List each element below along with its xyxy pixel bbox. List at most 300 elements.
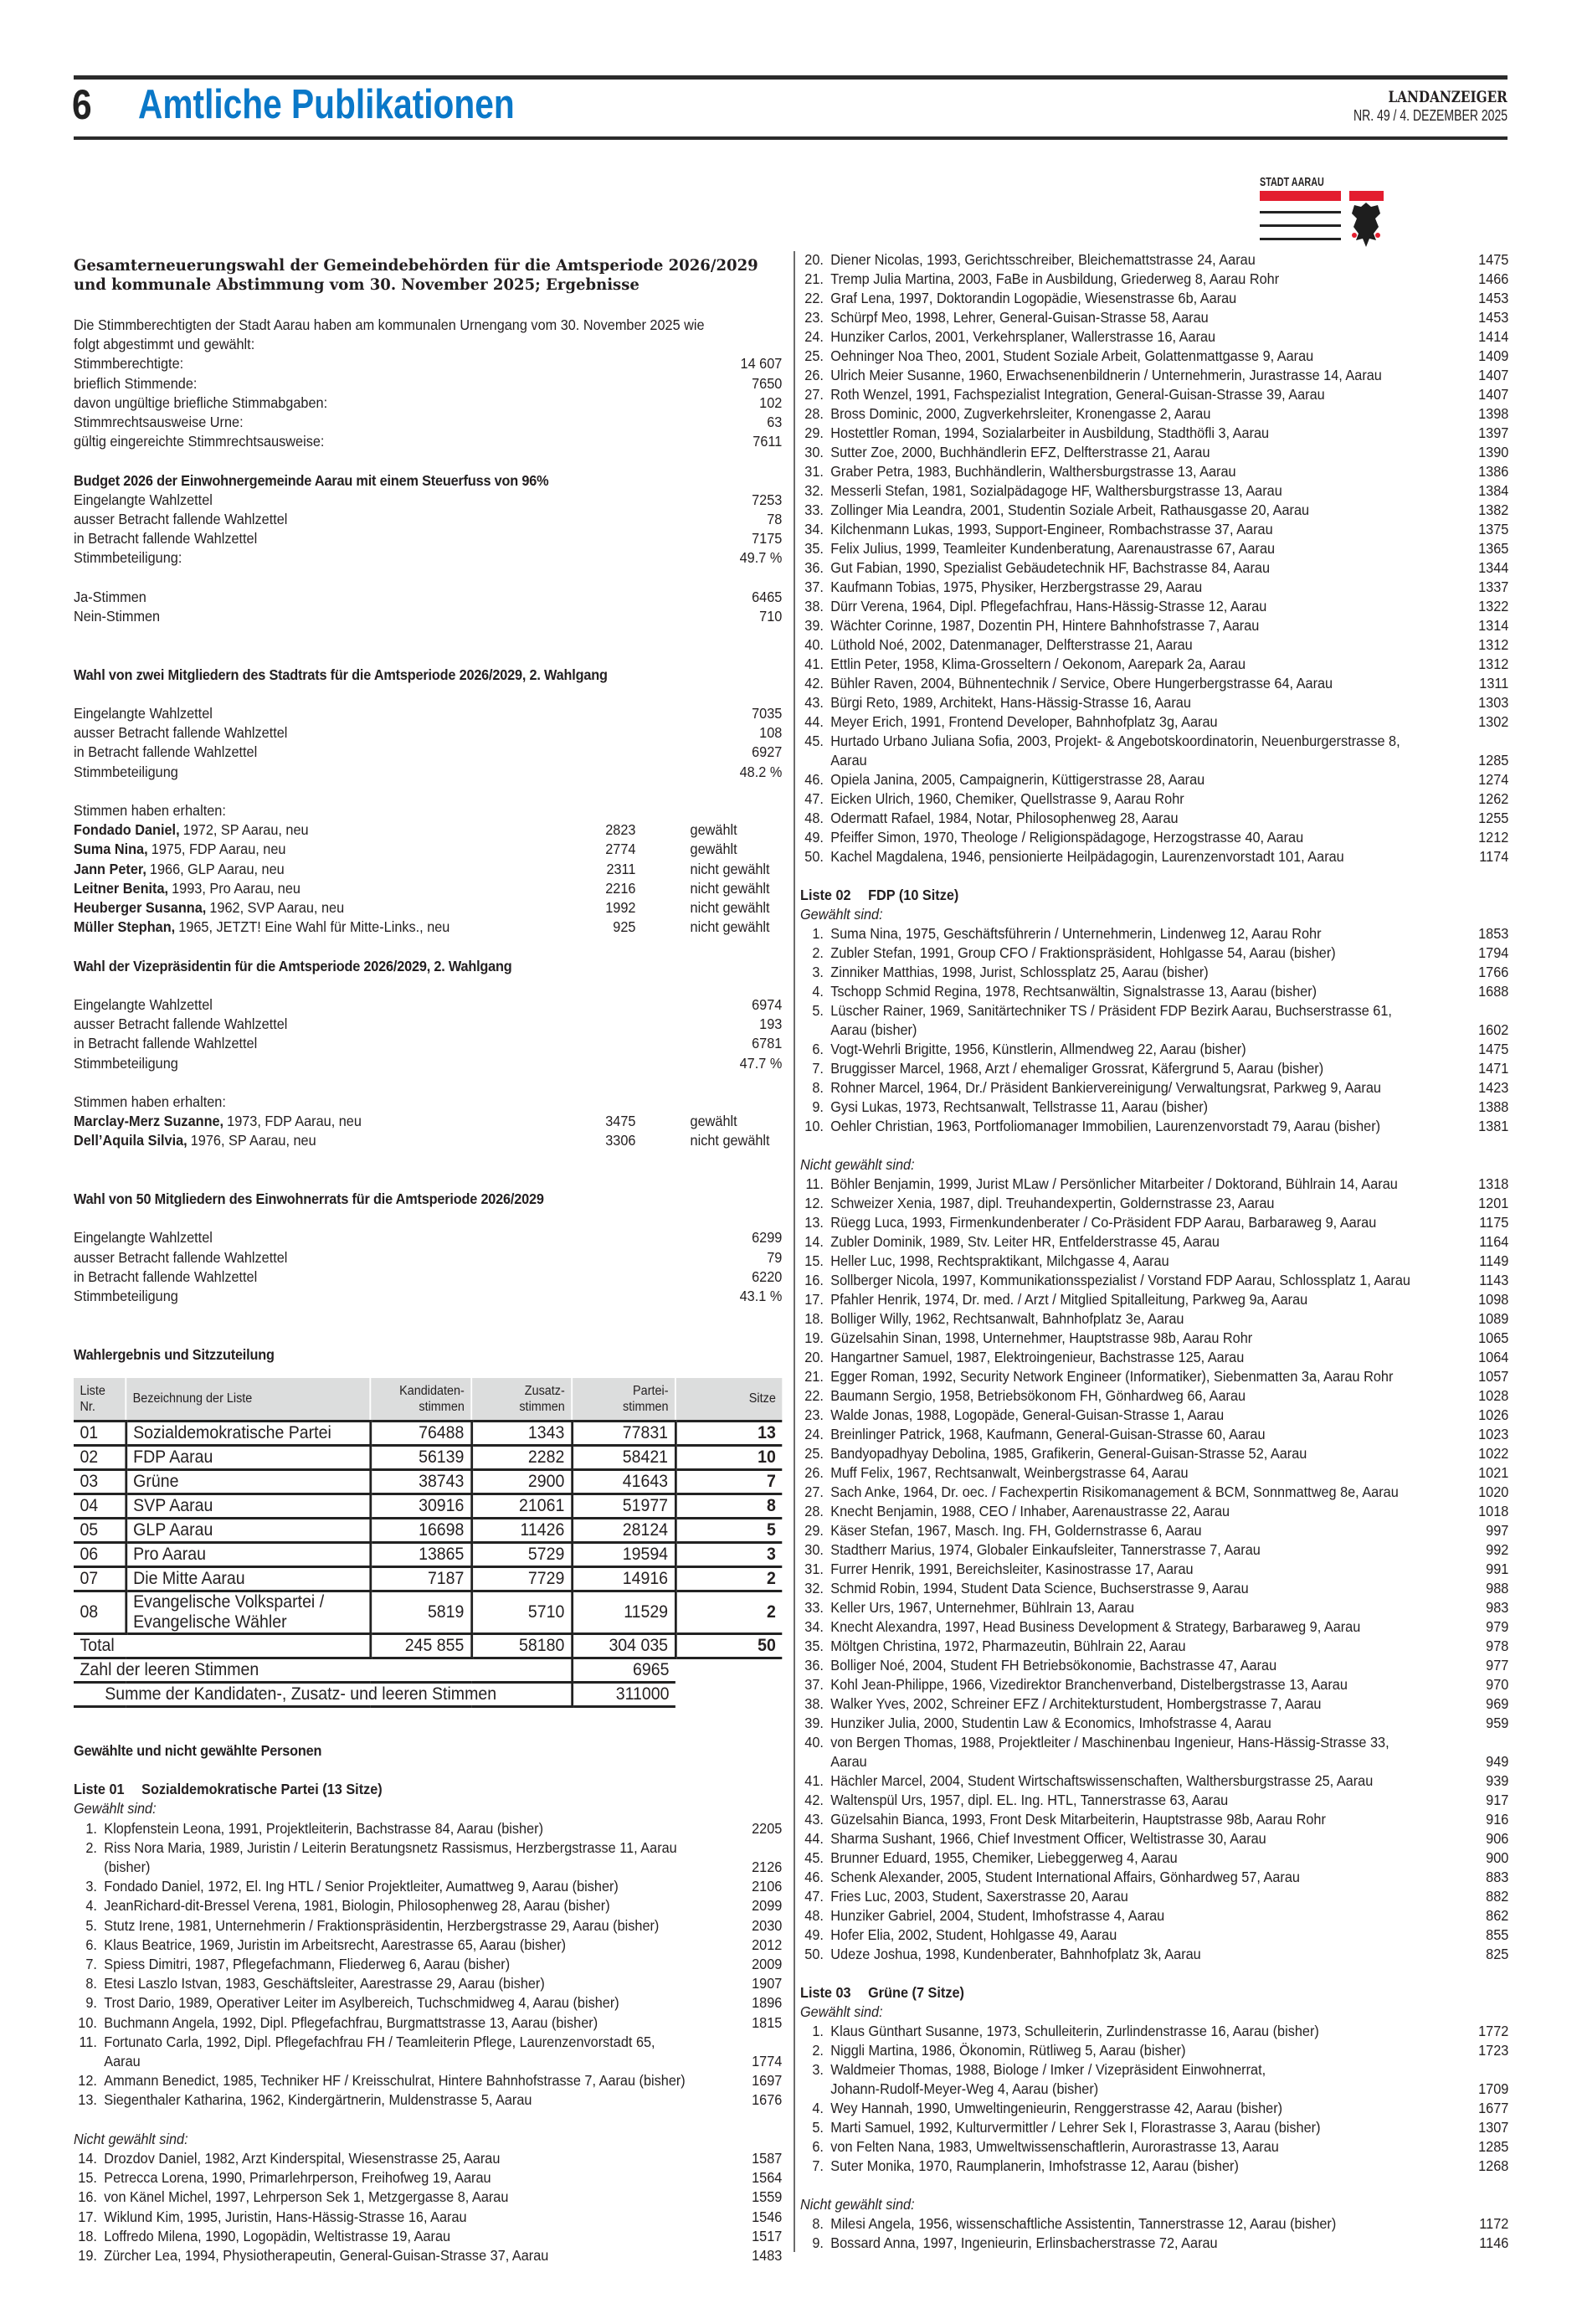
spacer (74, 1761, 782, 1780)
list-name: SVP Aarau (126, 1494, 370, 1518)
entry-votes: 1337 (1478, 578, 1509, 595)
stat-value: 14 607 (740, 355, 783, 373)
entry-text: Hofer Elia, 2002, Student, Hohlgasse 49, Aarau (830, 1926, 1117, 1943)
entry-text: Kohl Jean-Philippe, 1966, Vizedirektor Branchenverband, Distelbergstrasse 13, Aarau (830, 1676, 1348, 1693)
stat-value: 7175 (752, 530, 783, 548)
candidate-entry (800, 1521, 1508, 1540)
candidate-entry (800, 501, 1508, 520)
stat-row (74, 1015, 782, 1034)
entry-text: Muff Felix, 1967, Rechtsanwalt, Weinbergstrasse 64, Aarau (830, 1464, 1189, 1481)
table-row (74, 1566, 782, 1591)
entry-votes: 1815 (752, 2013, 783, 2031)
candidate-entry (800, 693, 1508, 712)
candidate-entry (800, 2234, 1508, 2253)
candidate-entry (800, 250, 1508, 270)
party-votes: 14916 (572, 1566, 675, 1591)
entry-text: von Känel Michel, 1997, Lehrperson Sek 1, Metzgergasse 8, Aarau (104, 2188, 509, 2206)
candidate-entry (800, 1675, 1508, 1694)
entry-number: 3. (812, 964, 824, 980)
entry-number: 31. (804, 1560, 824, 1577)
entry-votes: 1676 (752, 2091, 783, 2109)
candidate-name: Heuberger Susanna, (74, 899, 207, 916)
entry-text: Güzelsahin Sinan, 1998, Unternehmer, Hauptstrasse 98b, Aarau Rohr (830, 1329, 1253, 1346)
candidate-votes: 30916 (370, 1494, 471, 1518)
entry-votes: 1453 (1478, 290, 1509, 306)
candidate-entry (800, 963, 1508, 982)
stat-value: 6220 (752, 1267, 783, 1285)
candidate-entry (74, 2149, 782, 2168)
entry-number: 40. (804, 636, 824, 653)
stat-label: in Betracht fallende Wahlzettel (74, 1267, 258, 1285)
entry-votes: 1057 (1478, 1368, 1509, 1385)
entry-text: Lüthold Noé, 2002, Datenmanager, Delfterstrasse 21, Aarau (830, 636, 1193, 653)
stat-row (74, 432, 782, 451)
entry-votes: 1285 (1478, 2138, 1509, 2155)
entry-votes: 1907 (752, 1975, 783, 1992)
entry-votes: 1466 (1478, 270, 1509, 287)
entry-number: 10. (78, 2013, 97, 2031)
entry-text: Klopfenstein Leona, 1991, Projektleiterin, Bachstrasse 84, Aarau (bisher) (104, 1819, 544, 1837)
entry-text: Riss Nora Maria, 1989, Juristin / Leiterin Beratungsnetz Rassismus, Herzbergstrasse 11, Aarau (bisher) (104, 1838, 677, 1875)
entry-text: Wiklund Kim, 1995, Juristin, Hans-Hässig-Strasse 16, Aarau (104, 2208, 467, 2225)
entry-votes: 1175 (1479, 1214, 1509, 1231)
candidate-entry (800, 1868, 1508, 1887)
entry-text: Klaus Günthart Susanne, 1973, Schulleiterin, Zurlindenstrasse 16, Aarau (bisher) (830, 2023, 1319, 2039)
stat-label: Stimmbeteiligung (74, 763, 178, 780)
entry-text: Rohner Marcel, 1964, Dr./ Präsident Bankiervereinigung/ Verwaltungsrat, Parkweg 9, Aarau (830, 1079, 1381, 1096)
candidate-entry (800, 539, 1508, 558)
entry-number: 44. (804, 713, 824, 730)
stat-label: Eingelangte Wahlzettel (74, 704, 213, 722)
results-table-heading: Wahlergebnis und Sitzzuteilung (74, 1345, 275, 1363)
entry-text: Ammann Benedict, 1985, Techniker HF / Kreisschulrat, Hintere Bahnhofstrasse 7, Aarau (bisher) (104, 2072, 686, 2090)
stat-row (74, 1267, 782, 1287)
stat-label: in Betracht fallende Wahlzettel (74, 1035, 258, 1052)
candidate-entry (800, 558, 1508, 578)
stat-label: ausser Betracht fallende Wahlzettel (74, 724, 288, 742)
candidate-entry (800, 1213, 1508, 1232)
entry-votes: 1089 (1478, 1310, 1509, 1327)
entry-votes: 1274 (1478, 771, 1509, 788)
column-divider (794, 251, 795, 2252)
stat-value: 79 (767, 1248, 783, 1266)
entry-text: Schürpf Meo, 1998, Lehrer, General-Guisan-Strasse 58, Aarau (830, 309, 1209, 326)
entry-votes: 1344 (1478, 559, 1509, 576)
candidate-details: 1962, SVP Aarau, neu (209, 899, 345, 916)
entry-number: 3. (85, 1878, 97, 1895)
entry-votes: 825 (1486, 1946, 1509, 1962)
candidate-details: 1993, Pro Aarau, neu (172, 879, 300, 897)
entry-text: Diener Nicolas, 1993, Gerichtsschreiber, Bleichemattstrasse 24, Aarau (830, 251, 1256, 268)
entry-number: 14. (804, 1233, 824, 1250)
additional-votes: 1343 (471, 1421, 572, 1445)
spacer (74, 2111, 782, 2130)
entry-number: 15. (78, 2169, 97, 2187)
candidate-entry (800, 1771, 1508, 1791)
entry-votes: 1388 (1478, 1098, 1509, 1115)
candidate-entry (74, 2246, 782, 2265)
issue-info: NR. 49 / 4. DEZEMBER 2025 (1353, 107, 1508, 124)
empty-votes-label: Zahl der leeren Stimmen (74, 1658, 572, 1682)
entry-text: Rüegg Luca, 1993, Firmenkundenberater / Co-Präsident FDP Aarau, Barbaraweg 9, Aarau (830, 1214, 1377, 1231)
candidate-votes: 5819 (370, 1591, 471, 1633)
article-title-line: Gesamterneuerungswahl der Gemeindebehörden für die Amtsperiode 2026/2029 (74, 256, 758, 275)
entry-text: Bürgi Reto, 1989, Architekt, Hans-Hässig-Strasse 16, Aarau (830, 694, 1191, 711)
entry-text: Baumann Sergio, 1958, Betriebsökonom FH, Gönhardweg 66, Aarau (830, 1387, 1246, 1404)
entry-number: 38. (804, 1695, 824, 1712)
entry-votes: 1311 (1479, 675, 1509, 692)
party-votes: 41643 (572, 1469, 675, 1494)
header-top-rule (74, 75, 1508, 80)
additional-votes: 2282 (471, 1445, 572, 1469)
candidate-entry (800, 1078, 1508, 1098)
seats: 7 (675, 1469, 782, 1494)
stat-row (74, 1034, 782, 1053)
stat-label: in Betracht fallende Wahlzettel (74, 530, 258, 548)
entry-votes: 916 (1486, 1811, 1509, 1828)
candidate-votes: 3475 (605, 1113, 636, 1130)
entry-number: 14. (78, 2149, 97, 2167)
entry-number: 32. (804, 1580, 824, 1596)
entry-number: 49. (804, 1926, 824, 1943)
stat-row (74, 995, 782, 1015)
entry-votes: 939 (1486, 1772, 1509, 1789)
entry-number: 46. (804, 771, 824, 788)
stat-label: gültig eingereichte Stimmrechtsausweise: (74, 433, 325, 450)
candidate-entry (74, 1936, 782, 1955)
additional-votes: 5710 (471, 1591, 572, 1633)
list-heading (74, 1780, 782, 1799)
candidate-entry (74, 1993, 782, 2013)
entry-text: Ettlin Peter, 1958, Klima-Grosseltern / Oekonom, Aarepark 2a, Aarau (830, 656, 1246, 672)
seats: 3 (675, 1542, 782, 1566)
entry-text: Trost Dario, 1989, Operativer Leiter im Asylbereich, Tuchschmidweg 4, Aarau (bisher) (104, 1994, 619, 2012)
candidate-entry (800, 1406, 1508, 1425)
entry-votes: 1365 (1478, 540, 1509, 557)
entry-votes: 992 (1486, 1541, 1509, 1558)
entry-text: Brunner Eduard, 1955, Chemiker, Liebeggerweg 4, Aarau (830, 1849, 1178, 1866)
entry-votes: 2106 (752, 1878, 783, 1895)
candidate-entry (800, 270, 1508, 289)
stat-value: 49.7 % (739, 549, 783, 567)
entry-votes: 1475 (1478, 251, 1509, 268)
entry-number: 18. (804, 1310, 824, 1327)
candidate-details: 1972, SP Aarau, neu (182, 821, 309, 839)
additional-votes: 5729 (471, 1542, 572, 1566)
candidate-entry (800, 1271, 1508, 1290)
spacer (74, 937, 782, 956)
stadtrat-heading: Wahl von zwei Mitgliedern des Stadtrats für die Amtsperiode 2026/2029, 2. Wahlgang (74, 666, 608, 683)
candidate-entry (74, 1916, 782, 1936)
list-nr: 03 (74, 1469, 126, 1494)
candidate-entry (800, 1232, 1508, 1252)
entry-text: Hangartner Samuel, 1987, Elektroingenieur, Bachstrasse 125, Aarau (830, 1349, 1245, 1365)
candidate-entry (74, 2013, 782, 2033)
candidate-entry (800, 1906, 1508, 1926)
entry-text: Schweizer Xenia, 1987, dipl. Treuhandexpertin, Goldernstrasse 23, Aarau (830, 1195, 1275, 1211)
spacer (74, 451, 782, 470)
entry-votes: 1201 (1478, 1195, 1509, 1211)
spacer (800, 2176, 1508, 2195)
candidate-status: nicht gewählt (690, 879, 770, 897)
sum-value: 311000 (572, 1682, 675, 1706)
entry-votes: 2009 (752, 1955, 783, 1972)
stat-value: 43.1 % (739, 1287, 783, 1304)
entry-text: JeanRichard-dit-Bressel Verena, 1981, Biologin, Philosophenweg 28, Aarau (bisher) (104, 1897, 610, 1915)
entry-votes: 1172 (1479, 2215, 1509, 2232)
entry-text: Sharma Sushant, 1966, Chief Investment Officer, Weltistrasse 30, Aarau (830, 1830, 1266, 1847)
entry-votes: 1268 (1478, 2157, 1509, 2174)
stat-label: Stimmbeteiligung (74, 1054, 178, 1072)
stat-value: 710 (759, 608, 783, 625)
stat-label: ausser Betracht fallende Wahlzettel (74, 511, 288, 528)
entry-votes: 1255 (1478, 810, 1509, 826)
candidate-entry (800, 1560, 1508, 1579)
stat-value: 7253 (752, 491, 783, 508)
entry-votes: 988 (1486, 1580, 1509, 1596)
entry-number: 35. (804, 1638, 824, 1654)
candidate-entry (800, 327, 1508, 347)
entry-number: 20. (804, 251, 824, 268)
table-row (74, 1445, 782, 1469)
entry-votes: 1174 (1479, 848, 1509, 865)
candidate-votes: 1992 (605, 899, 636, 916)
entry-number: 1. (812, 2023, 824, 2039)
candidate-entry (800, 1098, 1508, 1117)
list-name: Die Mitte Aarau (126, 1566, 370, 1591)
entry-number: 23. (804, 1406, 824, 1423)
candidate-row (74, 860, 782, 879)
candidate-name: Müller Stephan, (74, 918, 176, 936)
candidate-entry (800, 2157, 1508, 2176)
entry-votes: 1471 (1478, 1060, 1509, 1077)
entry-text: Wächter Corinne, 1987, Dozentin PH, Hintere Bahnhofstrasse 7, Aarau (830, 617, 1260, 634)
candidate-entry (800, 1425, 1508, 1444)
stat-label: Eingelangte Wahlzettel (74, 995, 213, 1013)
elected-label: Gewählt sind: (800, 2003, 883, 2020)
candidate-entry (800, 385, 1508, 404)
entry-votes: 1381 (1478, 1118, 1509, 1134)
entry-votes: 1559 (752, 2188, 783, 2206)
entry-votes: 1143 (1479, 1272, 1509, 1288)
entry-text: Marti Samuel, 1992, Kulturvermittler / Lehrer Sek I, Florastrasse 3, Aarau (bisher) (830, 2119, 1321, 2136)
entry-text: Kachel Magdalena, 1946, pensionierte Heilpädagogin, Laurenzenvorstadt 101, Aarau (830, 848, 1344, 865)
entry-number: 41. (804, 1772, 824, 1789)
entry-number: 4. (85, 1897, 97, 1915)
entry-votes: 1065 (1478, 1329, 1509, 1346)
entry-number: 36. (804, 1657, 824, 1674)
candidate-entry (800, 1059, 1508, 1078)
entry-text: Udeze Joshua, 1998, Kundenberater, Bahnhofplatz 3k, Aarau (830, 1946, 1201, 1962)
entry-votes: 862 (1486, 1907, 1509, 1924)
empty-votes-value: 6965 (572, 1658, 675, 1682)
candidate-status: gewählt (690, 1113, 737, 1130)
candidate-entry (74, 1974, 782, 1993)
candidates-label: Stimmen haben erhalten: (74, 1093, 226, 1110)
entry-text: Waldmeier Thomas, 1988, Biologe / Imker / Vizepräsident Einwohnerrat, Johann-Rudolf-Meyer-Weg 4, Aarau (bisher) (830, 2061, 1266, 2097)
entry-text: Schmid Robin, 1994, Student Data Science, Buchserstrasse 9, Aarau (830, 1580, 1249, 1596)
candidate-entry (74, 1955, 782, 1974)
entry-text: von Bergen Thomas, 1988, Projektleiter / Maschinenbau Ingenieur, Hans-Hässig-Strasse 33, Aarau (830, 1734, 1389, 1770)
entry-number: 32. (804, 482, 824, 499)
entry-votes: 970 (1486, 1676, 1509, 1693)
stat-value: 7035 (752, 704, 783, 722)
entry-number: 43. (804, 1811, 824, 1828)
stat-value: 6465 (752, 588, 783, 605)
entry-text: Zinniker Matthias, 1998, Jurist, Schlossplatz 25, Aarau (bisher) (830, 964, 1209, 980)
entry-votes: 979 (1486, 1618, 1509, 1635)
stat-value: 7650 (752, 374, 783, 392)
entry-number: 16. (804, 1272, 824, 1288)
spacer (74, 645, 782, 665)
stat-row (74, 607, 782, 626)
entry-number: 16. (78, 2188, 97, 2206)
entry-number: 45. (804, 733, 824, 749)
entry-text: Gut Fabian, 1990, Spezialist Gebäudetechnik HF, Bachstrasse 84, Aarau (830, 559, 1271, 576)
entry-votes: 900 (1486, 1849, 1509, 1866)
candidate-entry (800, 1694, 1508, 1714)
entry-votes: 917 (1486, 1792, 1509, 1808)
stat-label: Stimmbeteiligung: (74, 549, 182, 567)
entry-number: 25. (804, 347, 824, 364)
candidate-entry (800, 1887, 1508, 1906)
entry-number: 50. (804, 1946, 824, 1962)
candidate-entry (800, 809, 1508, 828)
entry-number: 39. (804, 617, 824, 634)
entry-text: Breinlinger Patrick, 1968, Kaufmann, General-Guisan-Strasse 60, Aarau (830, 1426, 1266, 1442)
candidate-entry (800, 616, 1508, 635)
entry-number: 10. (804, 1118, 824, 1134)
entry-votes: 1475 (1478, 1041, 1509, 1057)
candidate-entry (800, 732, 1508, 770)
entry-text: Meyer Erich, 1991, Frontend Developer, Bahnhofplatz 3g, Aarau (830, 713, 1218, 730)
additional-votes: 21061 (471, 1494, 572, 1518)
entry-text: Käser Stefan, 1967, Masch. Ing. FH, Goldernstrasse 6, Aarau (830, 1522, 1202, 1539)
spacer (74, 1306, 782, 1325)
entry-number: 47. (804, 790, 824, 807)
entry-votes: 1546 (752, 2208, 783, 2225)
article-title-line: und kommunale Abstimmung vom 30. November 2025; Ergebnisse (74, 275, 639, 294)
stat-value: 78 (767, 511, 783, 528)
sum-row (74, 1682, 782, 1706)
entry-text: Ulrich Meier Susanne, 1960, Erwachsenenbildnerin / Unternehmerin, Jurastrasse 14, Aarau (830, 367, 1382, 383)
entry-text: Opiela Janina, 2005, Campaignerin, Küttigerstrasse 28, Aarau (830, 771, 1205, 788)
list-name: Grüne (126, 1469, 370, 1494)
candidate-entry (800, 443, 1508, 462)
entry-number: 27. (804, 386, 824, 403)
candidate-entry (800, 1848, 1508, 1868)
entry-votes: 2012 (752, 1936, 783, 1953)
entry-text: Waltenspül Urs, 1957, dipl. EL. Ing. HTL, Tannerstrasse 63, Aarau (830, 1792, 1229, 1808)
stat-value: 63 (767, 414, 783, 431)
entry-number: 48. (804, 1907, 824, 1924)
entry-number: 39. (804, 1715, 824, 1731)
entry-votes: 1688 (1478, 983, 1509, 1000)
entry-text: Hostettler Roman, 1994, Sozialarbeiter in Ausbildung, Stadthöfli 3, Aarau (830, 424, 1270, 441)
entry-text: Güzelsahin Bianca, 1993, Front Desk Mitarbeiterin, Hauptstrasse 98b, Aarau Rohr (830, 1811, 1326, 1828)
entry-text: Niggli Martina, 1986, Ökonomin, Rütliweg 5, Aarau (bisher) (830, 2042, 1186, 2059)
vize-heading: Wahl der Vizepräsidentin für die Amtsperiode 2026/2029, 2. Wahlgang (74, 957, 512, 974)
spacer (74, 626, 782, 645)
entry-text: Kaufmann Tobias, 1975, Physiker, Herzbergstrasse 29, Aarau (830, 578, 1203, 595)
entry-votes: 2126 (752, 1858, 783, 1875)
entry-votes: 1398 (1478, 405, 1509, 422)
stat-value: 48.2 % (739, 763, 783, 780)
entry-text: Bruggisser Marcel, 1968, Arzt / ehemaliger Grossrat, Käfergrund 5, Aarau (bisher) (830, 1060, 1324, 1077)
table-row (74, 1518, 782, 1542)
seats: 5 (675, 1518, 782, 1542)
stat-value: 6299 (752, 1229, 783, 1247)
entry-votes: 1064 (1478, 1349, 1509, 1365)
spacer (74, 1151, 782, 1170)
entry-text: Zollinger Mia Leandra, 2001, Studentin Soziale Arbeit, Rathausgasse 20, Aarau (830, 501, 1310, 518)
empty-cell (675, 1682, 782, 1706)
not-elected-label: Nicht gewählt sind: (800, 2196, 915, 2213)
entry-number: 20. (804, 1349, 824, 1365)
entry-text: Gysi Lukas, 1973, Rechtsanwalt, Tellstrasse 11, Aarau (bisher) (830, 1098, 1209, 1115)
entry-votes: 1677 (1478, 2100, 1509, 2116)
entry-text: Bross Dominic, 2000, Zugverkehrsleiter, Kronengasse 2, Aarau (830, 405, 1211, 422)
entry-text: Bühler Raven, 2004, Bühnentechnik / Service, Obere Hungerbergstrasse 64, Aarau (830, 675, 1333, 692)
entry-number: 22. (804, 290, 824, 306)
entry-text: Spiess Dimitri, 1987, Pflegefachmann, Fliederweg 6, Aarau (bisher) (104, 1955, 511, 1972)
candidate-entry (800, 1386, 1508, 1406)
entry-votes: 997 (1486, 1522, 1509, 1539)
entry-votes: 1018 (1478, 1503, 1509, 1519)
entry-number: 21. (804, 1368, 824, 1385)
candidate-entry (800, 1617, 1508, 1637)
entry-votes: 1409 (1478, 347, 1509, 364)
entry-text: Furrer Henrik, 1991, Bereichsleiter, Kasinostrasse 17, Aarau (830, 1560, 1194, 1577)
total-party-votes: 304 035 (572, 1633, 675, 1658)
entry-number: 2. (812, 2042, 824, 2059)
entry-number: 47. (804, 1888, 824, 1905)
entry-number: 4. (812, 983, 824, 1000)
not-elected-label: Nicht gewählt sind: (800, 1156, 915, 1173)
list-nr: 06 (74, 1542, 126, 1566)
party-votes: 11529 (572, 1591, 675, 1633)
entry-number: 12. (804, 1195, 824, 1211)
candidate-entry (800, 404, 1508, 424)
entry-votes: 1423 (1478, 1079, 1509, 1096)
list-name: Sozialdemokratische Partei (126, 1421, 370, 1445)
spacer (74, 1170, 782, 1190)
stat-value: 102 (759, 393, 783, 411)
stat-label: Eingelangte Wahlzettel (74, 491, 213, 508)
entry-votes: 991 (1486, 1560, 1509, 1577)
candidate-entry (800, 1483, 1508, 1502)
entry-number: 4. (812, 2100, 824, 2116)
einwohnerrat-heading: Wahl von 50 Mitgliedern des Einwohnerrats für die Amtsperiode 2026/2029 (74, 1190, 544, 1207)
results-table (74, 1378, 782, 1708)
stat-value: 6781 (752, 1035, 783, 1052)
candidate-entry (800, 520, 1508, 539)
spacer (800, 866, 1508, 886)
entry-number: 5. (812, 1002, 824, 1019)
entry-votes: 1322 (1478, 598, 1509, 614)
entry-votes: 2099 (752, 1897, 783, 1915)
candidate-entry (800, 1175, 1508, 1194)
spacer (74, 1073, 782, 1093)
candidate-entry (800, 366, 1508, 385)
stat-row (74, 491, 782, 510)
candidate-status: nicht gewählt (690, 860, 770, 877)
entry-votes: 1407 (1478, 367, 1509, 383)
elected-label: Gewählt sind: (800, 906, 883, 923)
list-name: FDP Aarau (126, 1445, 370, 1469)
candidate-votes: 2823 (605, 821, 636, 839)
header-bottom-rule (74, 136, 1508, 140)
